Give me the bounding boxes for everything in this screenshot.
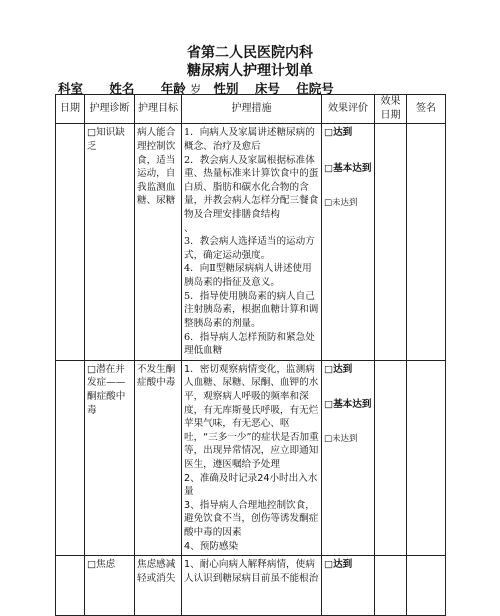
signature-cell[interactable] (407, 124, 446, 360)
measure-item: 3、指导病人合理地控制饮食，避免饮食不当，创伤等诱发酮症酸中毒的因素 (184, 499, 319, 539)
age-unit: 岁 (190, 83, 202, 96)
admission-label: 住院号 (296, 81, 334, 96)
eval-achieved-checkbox[interactable]: □达到 (324, 127, 353, 139)
evaluation-cell (322, 360, 375, 556)
col-evaluation: 效果评价 (322, 95, 375, 124)
measure-item: 2．教会病人及家属根据标准体重、热量标准来计算饮食中的蛋白质、脂肪和碳水化合物的含量，并教会病人怎样分配三餐食物及合理安排膳食结构 (184, 154, 319, 221)
col-signature: 签名 (407, 95, 446, 124)
measure-item: 、 (184, 222, 194, 234)
eval-achieved-checkbox[interactable]: □达到 (324, 363, 353, 375)
table-header-row (56, 95, 446, 124)
sex-label: 性别 (213, 81, 239, 96)
col-diagnosis: 护理诊断 (85, 95, 135, 124)
col-date: 日期 (56, 95, 85, 124)
col-goal: 护理目标 (135, 95, 182, 124)
hospital-title: 省第二人民医院内科 (187, 45, 313, 61)
eval-partially-achieved-checkbox[interactable]: □基本达到 (324, 399, 372, 411)
measure-item: 5．指导使用胰岛素的病人自己注射胰岛素，根据血糖计算和调整胰岛素的剂量。 (184, 290, 319, 329)
measure-item: 6．指导病人怎样预防和紧急处理低血糖 (184, 331, 315, 357)
eval-date-cell[interactable] (375, 360, 407, 556)
dept-label: 科室 (58, 81, 84, 96)
signature-cell[interactable] (407, 360, 446, 556)
eval-partially-achieved-checkbox[interactable]: □基本达到 (324, 162, 372, 174)
goal-cell: 焦虑感减轻或消失 (135, 556, 182, 616)
age-label: 年龄 (160, 81, 186, 96)
measures-cell (182, 124, 322, 360)
measure-item: 1．向病人及家属讲述糖尿病的概念、治疗及愈后 (184, 127, 315, 152)
date-cell[interactable] (56, 124, 85, 360)
goal-cell: 不发生酮症酸中毒 (135, 360, 182, 556)
eval-not-achieved-checkbox[interactable]: □未达到 (324, 433, 358, 444)
evaluation-cell (322, 124, 375, 360)
eval-not-achieved-checkbox[interactable]: □未达到 (324, 197, 358, 208)
eval-date-cell[interactable] (375, 124, 407, 360)
goal-cell: 病人能合理控制饮食，适当运动，自我监测血糖、尿糖 (135, 124, 182, 360)
nursing-plan-table (55, 94, 446, 616)
diagnosis-cell: □潜在并发症——酮症酸中毒 (85, 360, 135, 556)
measure-item: 3．教会病人选择适当的运动方式，确定运动强度。 (184, 236, 315, 261)
name-label: 姓名 (109, 81, 135, 96)
date-cell[interactable] (56, 360, 85, 556)
eval-achieved-checkbox[interactable]: □达到 (324, 559, 353, 571)
form-title: 糖尿病人护理计划单 (187, 63, 313, 79)
measure-item: 4．向Ⅱ型糖尿病病人讲述使用胰岛素的指征及意义。 (184, 263, 312, 289)
table-row (56, 124, 446, 360)
measure-item: 4、预防感染 (184, 540, 239, 552)
measure-item: 2、准确及时记录24小时出入水量 (184, 472, 318, 498)
diagnosis-cell: □知识缺乏 (85, 124, 135, 360)
measures-cell (182, 360, 322, 556)
col-measures: 护理措施 (182, 95, 322, 124)
col-eval-date: 效果日期 (375, 95, 407, 124)
bed-label: 床号 (254, 81, 280, 96)
table-row (56, 360, 446, 556)
measure-item: 1、耐心向病人解释病情，使病人认识到糖尿病目前虽不能根治 (184, 559, 319, 584)
diagnosis-cell: □焦虑 (85, 556, 135, 616)
measure-item: 1．密切观察病情变化，监测病人血糖、尿糖、尿酮、血钾的水平，观察病人呼吸的频率和深度，有无库斯曼氏呼吸，有无烂苹果气味，有无恶心、呕吐，“三多一少”的症状是否加重等，出现异常情况，应立即通知医生，遵医嘱给予处理 (184, 363, 319, 470)
